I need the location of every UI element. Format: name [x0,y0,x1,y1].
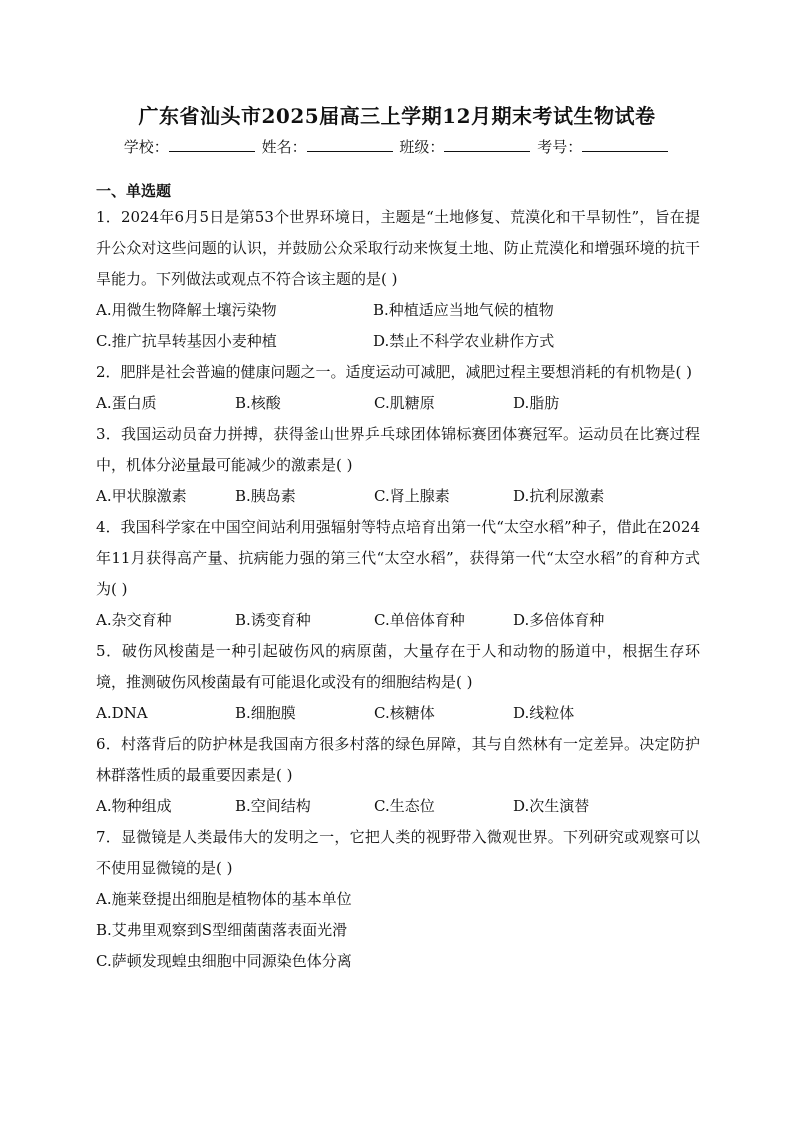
section-heading: 一、单选题 [96,182,172,200]
question-5 [96,636,700,729]
option-c[interactable]: C.肌糖原 [374,394,435,412]
option-c[interactable]: C.肾上腺素 [374,487,450,505]
question-stem: 5．破伤风梭菌是一种引起破伤风的病原菌，大量存在于人和动物的肠道中，根据生存环境，推测破伤风梭菌最有可能退化或没有的细胞结构是( ) [96,642,700,691]
question-6 [96,729,700,822]
option-b[interactable]: B.细胞膜 [235,704,296,722]
question-stem: 3．我国运动员奋力拼搏，获得釜山世界乒乓球团体锦标赛团体赛冠军。运动员在比赛过程中，机体分泌量最可能减少的激素是( ) [96,425,700,474]
option-a[interactable]: A.用微生物降解土壤污染物 [96,301,277,319]
option-c[interactable]: C.核糖体 [374,704,435,722]
name-blank[interactable] [307,137,393,152]
question-stem: 2．肥胖是社会普遍的健康问题之一。适度运动可减肥，减肥过程主要想消耗的有机物是( ) [96,363,693,381]
option-d[interactable]: D.抗利尿激素 [513,487,605,505]
option-d[interactable]: D.次生演替 [513,797,590,815]
option-b[interactable]: B.诱变育种 [235,611,311,629]
option-a[interactable]: A.DNA [96,704,148,722]
question-list [96,180,700,977]
option-row [96,481,700,512]
option-c[interactable]: C.萨顿发现蝗虫细胞中同源染色体分离 [96,952,352,970]
option-row [96,295,700,326]
option-b[interactable]: B.空间结构 [235,797,311,815]
option-a[interactable]: A.施莱登提出细胞是植物体的基本单位 [96,890,352,908]
option-a[interactable]: A.蛋白质 [96,394,157,412]
option-row [96,698,700,729]
school-blank[interactable] [169,137,255,152]
option-b[interactable]: B.胰岛素 [235,487,296,505]
option-a[interactable]: A.杂交育种 [96,611,172,629]
option-row [96,326,700,357]
option-b[interactable]: B.核酸 [235,394,281,412]
option-b[interactable]: B.种植适应当地气候的植物 [373,301,554,319]
option-column [96,884,700,977]
question-stem: 4．我国科学家在中国空间站利用强辐射等特点培育出第一代“太空水稻”种子，借此在2024年11月获得高产量、抗病能力强的第三代“太空水稻”，获得第一代“太空水稻”的育种方式为( ) [96,518,700,598]
option-c[interactable]: C.推广抗旱转基因小麦种植 [96,332,277,350]
option-d[interactable]: D.多倍体育种 [513,611,605,629]
option-c[interactable]: C.生态位 [374,797,435,815]
option-d[interactable]: D.脂肪 [513,394,560,412]
question-3 [96,419,700,512]
question-stem: 1．2024年6月5日是第53个世界环境日，主题是“土地修复、荒漠化和干旱韧性”，旨在提升公众对这些问题的认识，并鼓励公众采取行动来恢复土地、防止荒漠化和增强环境的抗干旱能力。下列做法或观点不符合该主题的是( ) [96,208,700,288]
option-a[interactable]: A.物种组成 [96,797,172,815]
name-label: 姓名： [261,138,307,156]
question-stem: 6．村落背后的防护林是我国南方很多村落的绿色屏障，其与自然林有一定差异。决定防护林群落性质的最重要因素是( ) [96,735,700,784]
option-d[interactable]: D.禁止不科学农业耕作方式 [373,332,555,350]
class-label: 班级： [399,138,445,156]
question-stem: 7．显微镜是人类最伟大的发明之一，它把人类的视野带入微观世界。下列研究或观察可以不使用显微镜的是( ) [96,828,700,877]
school-label: 学校： [123,138,169,156]
student-info-line [0,136,794,157]
option-b[interactable]: B.艾弗里观察到S型细菌菌落表面光滑 [96,921,348,939]
option-a[interactable]: A.甲状腺激素 [96,487,187,505]
exam-number-blank[interactable] [582,137,668,152]
option-row [96,791,700,822]
question-4 [96,512,700,636]
question-7 [96,822,700,977]
option-row [96,388,700,419]
page-title: 广东省汕头市2025届高三上学期12月期末考试生物试卷 [138,104,656,128]
class-blank[interactable] [444,137,530,152]
question-1 [96,202,700,357]
exam-number-label: 考号： [537,138,583,156]
option-d[interactable]: D.线粒体 [513,704,575,722]
option-row [96,605,700,636]
option-c[interactable]: C.单倍体育种 [374,611,465,629]
question-2 [96,357,700,419]
